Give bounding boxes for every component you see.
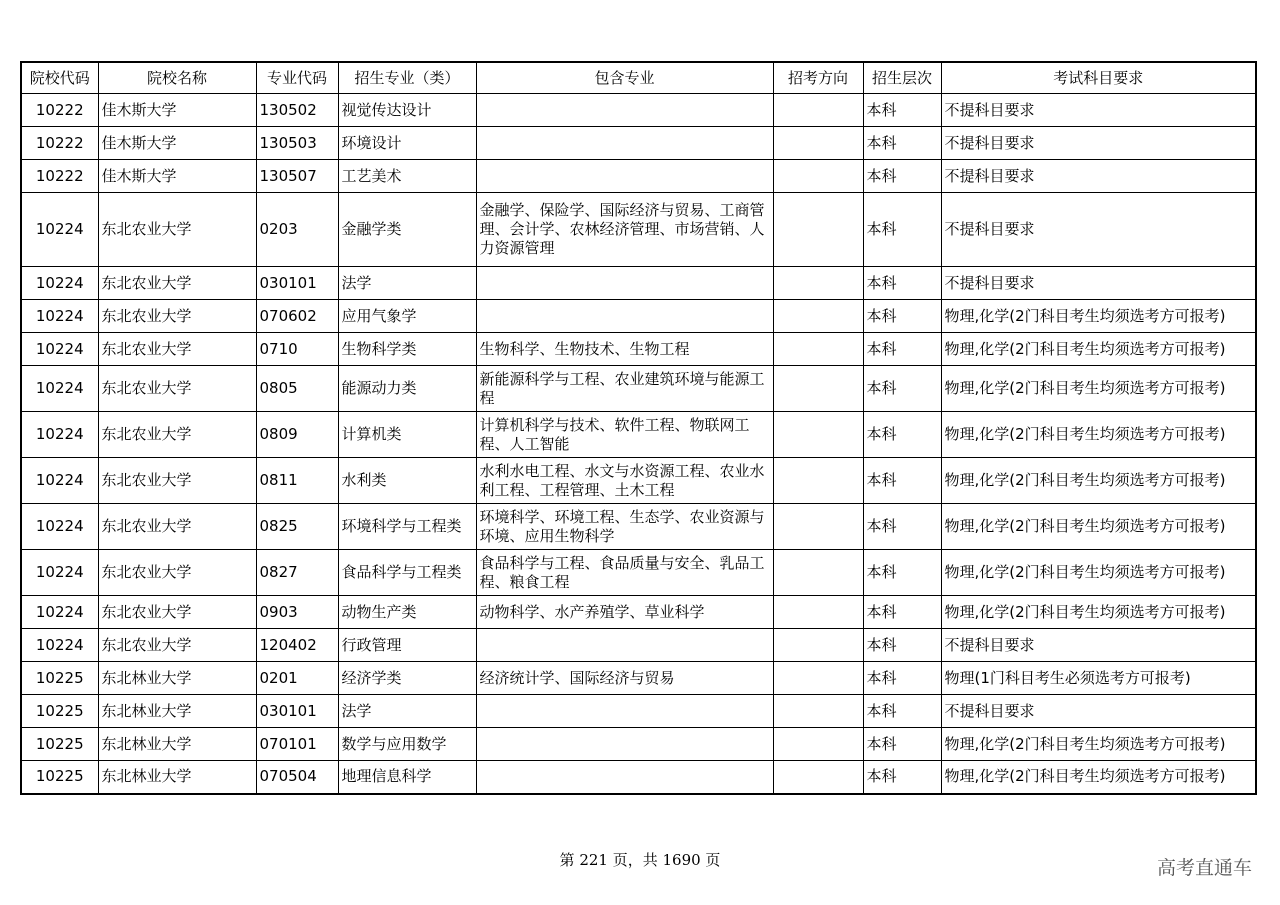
cell-includes: 食品科学与工程、食品质量与安全、乳品工程、粮食工程 (476, 550, 773, 596)
cell-major: 水利类 (338, 458, 476, 504)
cell-school-name: 东北农业大学 (98, 333, 256, 366)
cell-direction (773, 267, 863, 300)
cell-major-code: 070504 (256, 761, 338, 794)
cell-school-code: 10222 (21, 94, 98, 127)
cell-includes: 水利水电工程、水文与水资源工程、农业水利工程、工程管理、土木工程 (476, 458, 773, 504)
cell-major: 生物科学类 (338, 333, 476, 366)
cell-major: 地理信息科学 (338, 761, 476, 794)
cell-requirement: 不提科目要求 (941, 695, 1256, 728)
header-school-name: 院校名称 (98, 62, 256, 94)
cell-school-name: 佳木斯大学 (98, 94, 256, 127)
cell-major-code: 0827 (256, 550, 338, 596)
cell-direction (773, 94, 863, 127)
cell-requirement: 物理,化学(2门科目考生均须选考方可报考) (941, 504, 1256, 550)
table-row (21, 550, 1256, 596)
cell-school-code: 10222 (21, 127, 98, 160)
cell-requirement: 不提科目要求 (941, 94, 1256, 127)
cell-requirement: 不提科目要求 (941, 160, 1256, 193)
table-row (21, 127, 1256, 160)
table-row (21, 333, 1256, 366)
cell-major-code: 0811 (256, 458, 338, 504)
cell-school-code: 10224 (21, 458, 98, 504)
cell-level: 本科 (863, 300, 941, 333)
cell-direction (773, 412, 863, 458)
header-includes: 包含专业 (476, 62, 773, 94)
cell-level: 本科 (863, 550, 941, 596)
cell-direction (773, 596, 863, 629)
cell-major: 工艺美术 (338, 160, 476, 193)
cell-major-code: 070101 (256, 728, 338, 761)
cell-direction (773, 300, 863, 333)
cell-level: 本科 (863, 160, 941, 193)
cell-school-name: 东北农业大学 (98, 267, 256, 300)
cell-direction (773, 662, 863, 695)
table-row (21, 504, 1256, 550)
cell-school-name: 东北林业大学 (98, 695, 256, 728)
cell-requirement: 不提科目要求 (941, 127, 1256, 160)
cell-direction (773, 761, 863, 794)
cell-school-code: 10224 (21, 596, 98, 629)
cell-school-code: 10224 (21, 300, 98, 333)
cell-includes (476, 267, 773, 300)
table-row (21, 267, 1256, 300)
cell-school-name: 东北农业大学 (98, 300, 256, 333)
cell-direction (773, 504, 863, 550)
cell-requirement: 物理,化学(2门科目考生均须选考方可报考) (941, 458, 1256, 504)
table-row (21, 596, 1256, 629)
cell-major-code: 130503 (256, 127, 338, 160)
cell-school-name: 东北林业大学 (98, 761, 256, 794)
cell-includes (476, 127, 773, 160)
table-row (21, 300, 1256, 333)
cell-includes: 环境科学、环境工程、生态学、农业资源与环境、应用生物科学 (476, 504, 773, 550)
header-requirement: 考试科目要求 (941, 62, 1256, 94)
cell-requirement: 物理,化学(2门科目考生均须选考方可报考) (941, 728, 1256, 761)
cell-school-name: 东北农业大学 (98, 412, 256, 458)
cell-level: 本科 (863, 94, 941, 127)
cell-major: 数学与应用数学 (338, 728, 476, 761)
cell-requirement: 物理,化学(2门科目考生均须选考方可报考) (941, 761, 1256, 794)
cell-level: 本科 (863, 127, 941, 160)
table-row (21, 728, 1256, 761)
cell-direction (773, 728, 863, 761)
cell-school-name: 东北农业大学 (98, 458, 256, 504)
cell-major-code: 0710 (256, 333, 338, 366)
cell-major-code: 0201 (256, 662, 338, 695)
cell-school-name: 东北农业大学 (98, 193, 256, 267)
cell-major: 计算机类 (338, 412, 476, 458)
cell-includes: 经济统计学、国际经济与贸易 (476, 662, 773, 695)
header-school-code: 院校代码 (21, 62, 98, 94)
cell-major: 视觉传达设计 (338, 94, 476, 127)
cell-major: 法学 (338, 695, 476, 728)
cell-school-name: 佳木斯大学 (98, 160, 256, 193)
cell-major-code: 130507 (256, 160, 338, 193)
cell-school-code: 10225 (21, 662, 98, 695)
cell-requirement: 物理,化学(2门科目考生均须选考方可报考) (941, 412, 1256, 458)
table-body (21, 94, 1256, 794)
cell-direction (773, 160, 863, 193)
cell-level: 本科 (863, 366, 941, 412)
table-row (21, 193, 1256, 267)
table-row (21, 458, 1256, 504)
cell-level: 本科 (863, 629, 941, 662)
header-major: 招生专业（类） (338, 62, 476, 94)
cell-school-name: 东北农业大学 (98, 596, 256, 629)
cell-school-code: 10224 (21, 550, 98, 596)
cell-school-code: 10225 (21, 728, 98, 761)
cell-level: 本科 (863, 412, 941, 458)
cell-direction (773, 695, 863, 728)
cell-requirement: 不提科目要求 (941, 629, 1256, 662)
admission-table (20, 61, 1257, 795)
cell-major: 食品科学与工程类 (338, 550, 476, 596)
cell-direction (773, 333, 863, 366)
table-row (21, 94, 1256, 127)
cell-includes (476, 695, 773, 728)
cell-requirement: 物理(1门科目考生必须选考方可报考) (941, 662, 1256, 695)
cell-major: 应用气象学 (338, 300, 476, 333)
table-header-row (21, 62, 1256, 94)
cell-level: 本科 (863, 267, 941, 300)
cell-direction (773, 366, 863, 412)
cell-requirement: 物理,化学(2门科目考生均须选考方可报考) (941, 300, 1256, 333)
cell-major: 动物生产类 (338, 596, 476, 629)
cell-major-code: 0805 (256, 366, 338, 412)
cell-school-name: 东北农业大学 (98, 504, 256, 550)
cell-includes (476, 94, 773, 127)
cell-school-name: 佳木斯大学 (98, 127, 256, 160)
cell-includes (476, 761, 773, 794)
cell-requirement: 物理,化学(2门科目考生均须选考方可报考) (941, 550, 1256, 596)
cell-major-code: 0903 (256, 596, 338, 629)
cell-requirement: 不提科目要求 (941, 193, 1256, 267)
table-row (21, 662, 1256, 695)
cell-school-code: 10224 (21, 504, 98, 550)
cell-major-code: 120402 (256, 629, 338, 662)
cell-school-name: 东北农业大学 (98, 366, 256, 412)
cell-level: 本科 (863, 695, 941, 728)
cell-includes: 动物科学、水产养殖学、草业科学 (476, 596, 773, 629)
header-level: 招生层次 (863, 62, 941, 94)
cell-major-code: 0203 (256, 193, 338, 267)
cell-major-code: 0809 (256, 412, 338, 458)
cell-school-code: 10225 (21, 695, 98, 728)
watermark: 高考直通车 (1156, 857, 1252, 879)
cell-school-name: 东北林业大学 (98, 662, 256, 695)
table-row (21, 366, 1256, 412)
cell-direction (773, 629, 863, 662)
cell-school-code: 10222 (21, 160, 98, 193)
cell-level: 本科 (863, 504, 941, 550)
header-major-code: 专业代码 (256, 62, 338, 94)
cell-major: 环境设计 (338, 127, 476, 160)
cell-includes: 新能源科学与工程、农业建筑环境与能源工程 (476, 366, 773, 412)
cell-includes: 生物科学、生物技术、生物工程 (476, 333, 773, 366)
cell-level: 本科 (863, 333, 941, 366)
cell-major-code: 030101 (256, 695, 338, 728)
cell-includes (476, 728, 773, 761)
cell-level: 本科 (863, 458, 941, 504)
cell-includes: 金融学、保险学、国际经济与贸易、工商管理、会计学、农林经济管理、市场营销、人力资源管理 (476, 193, 773, 267)
cell-direction (773, 193, 863, 267)
cell-school-code: 10224 (21, 193, 98, 267)
cell-level: 本科 (863, 193, 941, 267)
cell-requirement: 物理,化学(2门科目考生均须选考方可报考) (941, 366, 1256, 412)
table-row (21, 695, 1256, 728)
cell-includes: 计算机科学与技术、软件工程、物联网工程、人工智能 (476, 412, 773, 458)
cell-school-name: 东北林业大学 (98, 728, 256, 761)
cell-major: 能源动力类 (338, 366, 476, 412)
cell-major: 环境科学与工程类 (338, 504, 476, 550)
cell-school-code: 10224 (21, 629, 98, 662)
cell-major: 行政管理 (338, 629, 476, 662)
cell-includes (476, 629, 773, 662)
table-row (21, 629, 1256, 662)
cell-requirement: 物理,化学(2门科目考生均须选考方可报考) (941, 596, 1256, 629)
cell-major: 金融学类 (338, 193, 476, 267)
page-number: 第 221 页，共 1690 页 (559, 851, 721, 869)
cell-school-code: 10224 (21, 267, 98, 300)
cell-requirement: 不提科目要求 (941, 267, 1256, 300)
cell-school-code: 10224 (21, 333, 98, 366)
cell-includes (476, 300, 773, 333)
cell-major: 法学 (338, 267, 476, 300)
cell-major-code: 0825 (256, 504, 338, 550)
cell-level: 本科 (863, 662, 941, 695)
table-row (21, 761, 1256, 794)
cell-school-code: 10225 (21, 761, 98, 794)
table-row (21, 160, 1256, 193)
cell-major-code: 070602 (256, 300, 338, 333)
table-row (21, 412, 1256, 458)
cell-requirement: 物理,化学(2门科目考生均须选考方可报考) (941, 333, 1256, 366)
cell-level: 本科 (863, 596, 941, 629)
cell-direction (773, 458, 863, 504)
cell-school-name: 东北农业大学 (98, 629, 256, 662)
cell-school-code: 10224 (21, 412, 98, 458)
cell-major: 经济学类 (338, 662, 476, 695)
cell-direction (773, 127, 863, 160)
header-direction: 招考方向 (773, 62, 863, 94)
cell-major-code: 130502 (256, 94, 338, 127)
cell-major-code: 030101 (256, 267, 338, 300)
cell-school-name: 东北农业大学 (98, 550, 256, 596)
cell-includes (476, 160, 773, 193)
cell-direction (773, 550, 863, 596)
cell-level: 本科 (863, 728, 941, 761)
cell-school-code: 10224 (21, 366, 98, 412)
cell-level: 本科 (863, 761, 941, 794)
